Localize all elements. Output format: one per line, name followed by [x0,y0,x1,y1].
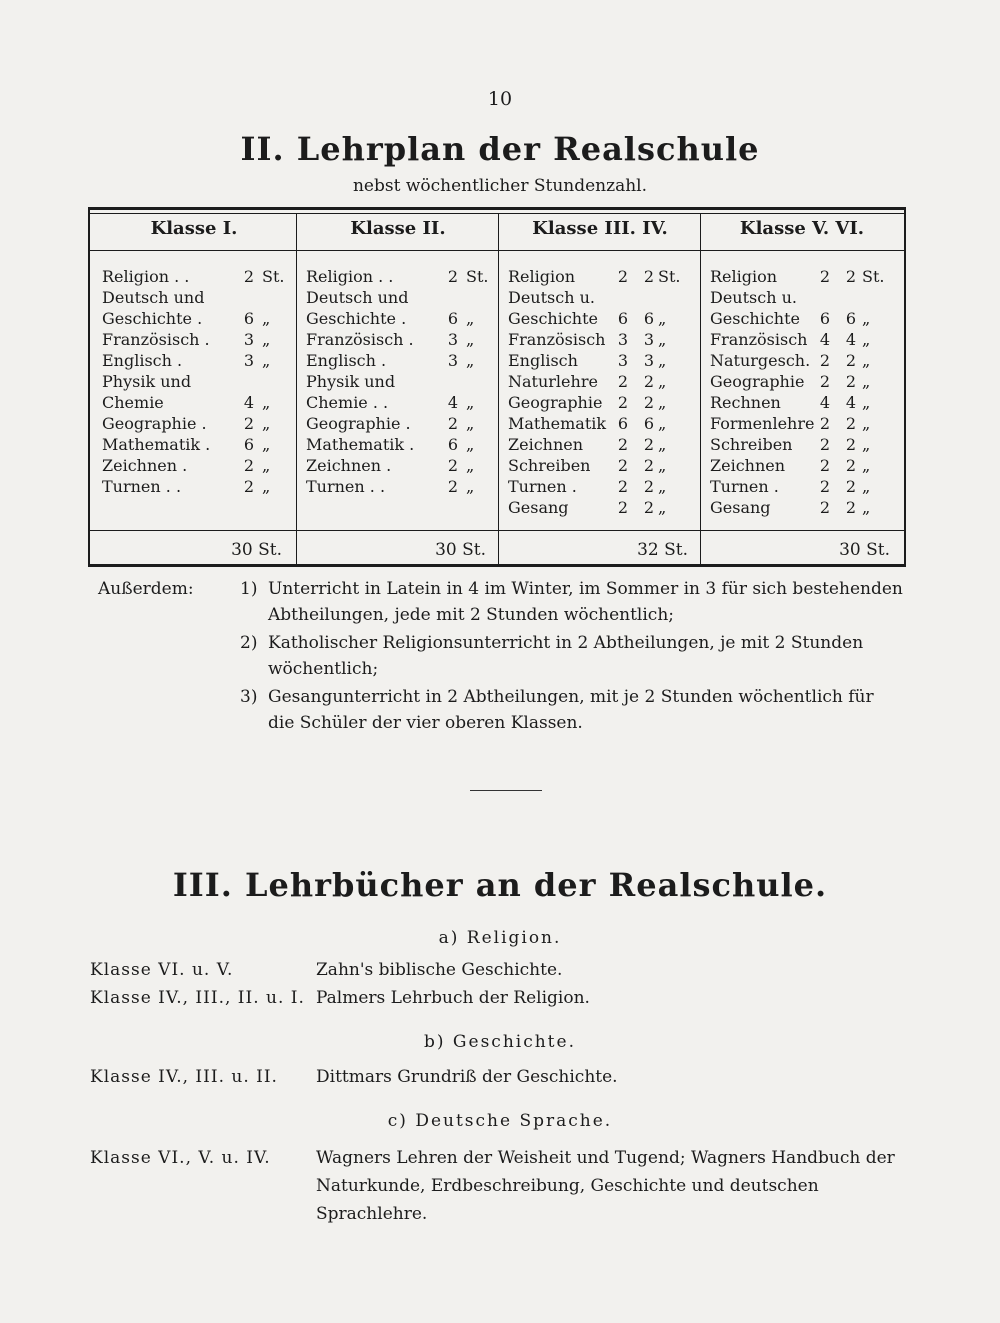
section-title-lehrbuecher: III. Lehrbücher an der Realschule. [172,866,828,904]
table-row [508,266,698,287]
unit: „ [262,351,271,370]
book-classes: Klasse VI. u. V. [90,960,234,980]
hours-class-5: 2 [819,477,830,496]
hours: 4 [243,393,254,412]
item-text: Abtheilungen, jede mit 2 Stunden wöchentlich; [268,605,674,625]
table-row [306,350,496,371]
unit: St. [658,267,681,286]
unit: „ [658,435,667,454]
hours: 2 [243,267,254,286]
hours-class-3: 3 [617,351,628,370]
hours-class-6: 2 [845,498,856,517]
book-title: Wagners Lehren der Weisheit und Tugend; Wagners Handbuch der [316,1148,895,1168]
subject: Turnen . [508,477,577,496]
unit: „ [658,330,667,349]
column-header: Klasse I. [150,218,238,239]
table-row [306,308,496,329]
subject-list [306,266,496,497]
hours: 4 [447,393,458,412]
unit: „ [658,351,667,370]
table-row [710,329,900,350]
hours-class-3: 2 [617,372,628,391]
hours-class-4: 2 [643,267,654,286]
subject: Zeichnen . [306,456,392,475]
table-row [710,287,900,308]
subject: Geschichte [710,309,801,328]
unit: „ [466,393,475,412]
hours-class-6: 2 [845,435,856,454]
subsection-heading: b) Geschichte. [424,1032,576,1052]
table-row [508,350,698,371]
unit: „ [466,477,475,496]
hours-class-4: 2 [643,456,654,475]
unit: „ [862,351,871,370]
unit: „ [262,477,271,496]
item-text: wöchentlich; [268,659,379,679]
extra-label: Außerdem: [98,579,194,599]
page-number: 10 [487,88,513,110]
unit: „ [658,309,667,328]
hours-class-4: 6 [643,309,654,328]
table-row [508,497,698,518]
table-row [102,434,292,455]
hours: 6 [447,435,458,454]
subject: Gesang [508,498,569,517]
book-title: Zahn's biblische Geschichte. [316,960,563,980]
hours-class-3: 3 [617,330,628,349]
hours: 2 [447,414,458,433]
subject: Geographie . [102,414,207,433]
hours-class-6: 2 [845,351,856,370]
unit: „ [262,330,271,349]
hours: 2 [447,456,458,475]
subject: Englisch . [102,351,183,370]
hours-class-6: 2 [845,372,856,391]
subject: Physik und [102,372,192,391]
table-row [508,434,698,455]
hours: 2 [243,456,254,475]
table-row [306,434,496,455]
table-row [102,455,292,476]
subsection-heading: a) Religion. [438,928,562,948]
table-row [710,308,900,329]
column-total: 30 St. [839,540,890,560]
unit: „ [658,456,667,475]
item-text: Gesangunterricht in 2 Abtheilungen, mit je 2 Stunden wöchentlich für [268,687,874,707]
table-row [306,329,496,350]
hours-class-6: 2 [845,414,856,433]
item-number: 3) [240,687,258,707]
unit: „ [466,330,475,349]
table-row [306,371,496,392]
subject: Deutsch u. [508,288,595,307]
unit: „ [862,435,871,454]
item-number: 1) [240,579,258,599]
subject-list [508,266,698,518]
table-row [508,371,698,392]
unit: „ [658,414,667,433]
subject: Deutsch und [102,288,205,307]
hours-class-6: 4 [845,330,856,349]
subject: Religion [710,267,778,286]
hours-class-6: 2 [845,456,856,475]
hours-class-3: 2 [617,498,628,517]
column-total: 30 St. [435,540,486,560]
subject: Physik und [306,372,396,391]
unit: „ [466,456,475,475]
subject: Französisch . [102,330,210,349]
table-row [508,392,698,413]
table-row [102,329,292,350]
hours-class-3: 2 [617,267,628,286]
table-row [306,266,496,287]
table-row [306,476,496,497]
column-klasse-2 [296,210,500,564]
hours: 6 [243,309,254,328]
hours-class-5: 2 [819,414,830,433]
column-klasse-5-6 [700,210,904,564]
subject: Rechnen [710,393,781,412]
subject: Religion [508,267,576,286]
table-row [508,476,698,497]
unit: „ [658,372,667,391]
subject: Deutsch und [306,288,409,307]
subject: Geschichte . [102,309,203,328]
subject: Mathematik . [102,435,211,454]
hours-class-5: 4 [819,393,830,412]
hours-class-4: 2 [643,498,654,517]
unit: „ [262,393,271,412]
subsection-heading: c) Deutsche Sprache. [387,1111,613,1131]
table-row [710,455,900,476]
section-subtitle: nebst wöchentlicher Stundenzahl. [352,176,648,196]
subject: Zeichnen . [102,456,188,475]
hours: 2 [243,414,254,433]
unit: „ [862,498,871,517]
hours-class-4: 3 [643,351,654,370]
book-title: Palmers Lehrbuch der Religion. [316,988,590,1008]
table-row [508,413,698,434]
subject: Religion . . [306,267,394,286]
subject: Geographie [508,393,603,412]
hours-class-5: 2 [819,456,830,475]
table-row [710,434,900,455]
table-row [306,455,496,476]
item-number: 2) [240,633,258,653]
unit: St. [466,267,489,286]
subject: Deutsch u. [710,288,797,307]
hours-class-6: 6 [845,309,856,328]
book-classes: Klasse VI., V. u. IV. [90,1148,271,1168]
table-row [102,413,292,434]
table-row [102,371,292,392]
subject: Englisch [508,351,578,370]
unit: „ [262,414,271,433]
hours-class-4: 3 [643,330,654,349]
unit: „ [862,330,871,349]
hours: 6 [447,309,458,328]
book-classes: Klasse IV., III., II. u. I. [90,988,305,1008]
additional-instruction [98,576,918,736]
hours-class-3: 6 [617,309,628,328]
column-total: 30 St. [231,540,282,560]
item-text: Katholischer Religionsunterricht in 2 Abtheilungen, je mit 2 Stunden [268,633,864,653]
table-row [710,497,900,518]
hours: 3 [447,351,458,370]
unit: „ [862,477,871,496]
subject: Gesang [710,498,771,517]
unit: „ [466,351,475,370]
table-row [710,413,900,434]
hours: 2 [447,267,458,286]
subject: Naturlehre [508,372,598,391]
hours: 3 [243,330,254,349]
subject-list [710,266,900,518]
table-row [102,476,292,497]
unit: „ [658,477,667,496]
book-title: Dittmars Grundriß der Geschichte. [316,1067,618,1087]
hours-class-6: 2 [845,477,856,496]
table-row [306,392,496,413]
subject-list [102,266,292,497]
table-row [102,392,292,413]
subject: Mathematik . [306,435,415,454]
unit: „ [262,435,271,454]
table-row [508,287,698,308]
book-classes: Klasse IV., III. u. II. [90,1067,278,1087]
subject: Turnen . . [306,477,386,496]
item-text: die Schüler der vier oberen Klassen. [268,713,583,733]
subject: Französisch . [306,330,414,349]
hours-class-5: 2 [819,372,830,391]
subject: Französisch [710,330,808,349]
hours: 6 [243,435,254,454]
hours: 2 [447,477,458,496]
hours-class-3: 2 [617,435,628,454]
table-row [102,266,292,287]
column-total: 32 St. [637,540,688,560]
column-header: Klasse III. IV. [532,218,668,239]
column-header: Klasse V. VI. [739,218,865,239]
subject: Turnen . . [102,477,182,496]
subject: Mathematik [508,414,607,433]
hours-class-3: 2 [617,477,628,496]
subject: Schreiben [508,456,591,475]
lehrplan-table [88,207,906,567]
unit: „ [466,309,475,328]
hours-class-3: 2 [617,393,628,412]
hours-class-5: 2 [819,267,830,286]
unit: „ [262,309,271,328]
hours-class-5: 2 [819,351,830,370]
book-list [90,1063,910,1093]
item-text: Unterricht in Latein in 4 im Winter, im Sommer in 3 für sich bestehenden [268,579,903,599]
hours-class-6: 4 [845,393,856,412]
book-list [90,1144,910,1224]
unit: „ [862,414,871,433]
column-klasse-3-4 [498,210,702,564]
unit: St. [862,267,885,286]
unit: „ [862,309,871,328]
section-title-lehrplan: II. Lehrplan der Realschule [240,130,760,168]
subject: Geographie [710,372,805,391]
unit: „ [466,414,475,433]
hours-class-5: 2 [819,435,830,454]
table-row [306,413,496,434]
unit: „ [862,372,871,391]
hours-class-5: 4 [819,330,830,349]
hours-class-3: 2 [617,456,628,475]
book-title-continued: Naturkunde, Erdbeschreibung, Geschichte und deutschen Sprachlehre. [316,1176,819,1224]
unit: „ [262,456,271,475]
hours: 3 [243,351,254,370]
subject: Formenlehre [710,414,815,433]
hours-class-3: 6 [617,414,628,433]
hours-class-6: 2 [845,267,856,286]
table-row [710,476,900,497]
table-row [102,287,292,308]
hours-class-4: 2 [643,393,654,412]
table-row [710,392,900,413]
unit: „ [658,498,667,517]
table-row [102,308,292,329]
table-row [508,329,698,350]
hours-class-4: 6 [643,414,654,433]
subject: Englisch . [306,351,387,370]
hours: 2 [243,477,254,496]
subject: Geographie . [306,414,411,433]
unit: „ [862,456,871,475]
column-klasse-1 [92,210,296,564]
column-header: Klasse II. [350,218,446,239]
unit: „ [466,435,475,454]
subject: Schreiben [710,435,793,454]
table-row [102,350,292,371]
subject: Zeichnen [508,435,584,454]
hours-class-4: 2 [643,477,654,496]
subject: Chemie [102,393,164,412]
hours: 3 [447,330,458,349]
book-list [90,956,910,1016]
hours-class-5: 2 [819,498,830,517]
table-row [710,266,900,287]
unit: „ [862,393,871,412]
table-row [710,350,900,371]
subject: Religion . . [102,267,190,286]
hours-class-5: 6 [819,309,830,328]
section-separator [470,790,542,791]
table-row [710,371,900,392]
subject: Französisch [508,330,606,349]
subject: Turnen . [710,477,779,496]
subject: Geschichte [508,309,599,328]
subject: Naturgesch. [710,351,811,370]
subject: Zeichnen [710,456,786,475]
hours-class-4: 2 [643,372,654,391]
unit: St. [262,267,285,286]
subject: Geschichte . [306,309,407,328]
unit: „ [658,393,667,412]
table-row [508,455,698,476]
subject: Chemie . . [306,393,389,412]
table-row [508,308,698,329]
table-row [306,287,496,308]
hours-class-4: 2 [643,435,654,454]
